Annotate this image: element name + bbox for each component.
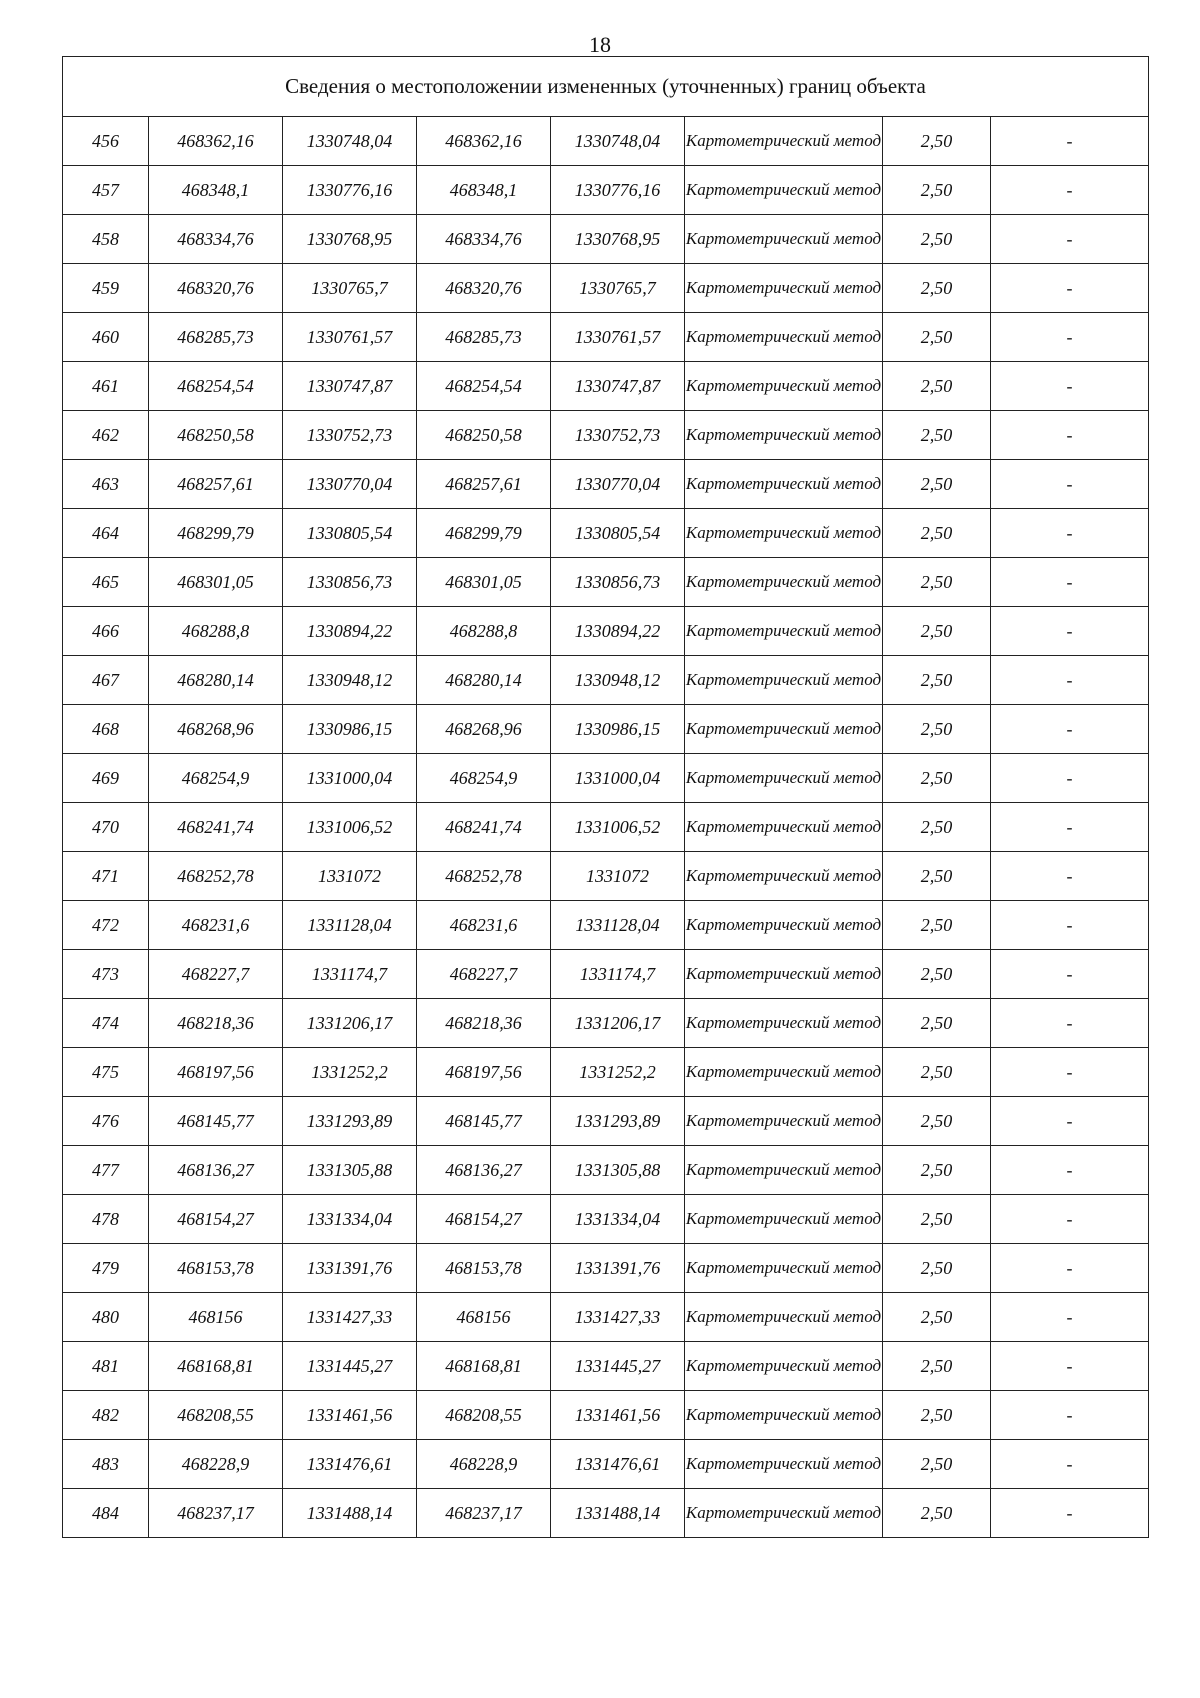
table-row xyxy=(63,656,1149,705)
table-row xyxy=(63,313,1149,362)
cell-point-number: 462 xyxy=(63,411,149,460)
cell-point-number: 463 xyxy=(63,460,149,509)
cell-x-old: 468257,61 xyxy=(149,460,283,509)
cell-description: - xyxy=(991,950,1149,999)
cell-x-old: 468254,54 xyxy=(149,362,283,411)
table-row xyxy=(63,1342,1149,1391)
cell-x-old: 468299,79 xyxy=(149,509,283,558)
cell-y-new: 1331305,88 xyxy=(551,1146,685,1195)
table-row xyxy=(63,1244,1149,1293)
cell-method: Картометрический метод xyxy=(685,411,883,460)
cell-method: Картометрический метод xyxy=(685,558,883,607)
cell-description: - xyxy=(991,607,1149,656)
cell-y-old: 1331006,52 xyxy=(283,803,417,852)
cell-method: Картометрический метод xyxy=(685,1097,883,1146)
cell-y-old: 1330765,7 xyxy=(283,264,417,313)
cell-accuracy: 2,50 xyxy=(883,950,991,999)
cell-point-number: 461 xyxy=(63,362,149,411)
cell-y-old: 1330770,04 xyxy=(283,460,417,509)
cell-y-new: 1330768,95 xyxy=(551,215,685,264)
cell-x-new: 468348,1 xyxy=(417,166,551,215)
cell-x-old: 468320,76 xyxy=(149,264,283,313)
cell-x-new: 468241,74 xyxy=(417,803,551,852)
cell-description: - xyxy=(991,1048,1149,1097)
cell-accuracy: 2,50 xyxy=(883,852,991,901)
cell-y-old: 1330752,73 xyxy=(283,411,417,460)
cell-y-new: 1330948,12 xyxy=(551,656,685,705)
cell-y-old: 1331293,89 xyxy=(283,1097,417,1146)
cell-x-old: 468348,1 xyxy=(149,166,283,215)
cell-point-number: 479 xyxy=(63,1244,149,1293)
cell-method: Картометрический метод xyxy=(685,215,883,264)
cell-accuracy: 2,50 xyxy=(883,607,991,656)
cell-x-new: 468153,78 xyxy=(417,1244,551,1293)
cell-description: - xyxy=(991,1489,1149,1538)
cell-description: - xyxy=(991,1391,1149,1440)
cell-x-old: 468288,8 xyxy=(149,607,283,656)
cell-x-new: 468280,14 xyxy=(417,656,551,705)
cell-accuracy: 2,50 xyxy=(883,803,991,852)
cell-method: Картометрический метод xyxy=(685,313,883,362)
cell-x-old: 468241,74 xyxy=(149,803,283,852)
table-row xyxy=(63,852,1149,901)
cell-point-number: 478 xyxy=(63,1195,149,1244)
cell-accuracy: 2,50 xyxy=(883,1244,991,1293)
cell-point-number: 474 xyxy=(63,999,149,1048)
cell-point-number: 457 xyxy=(63,166,149,215)
cell-method: Картометрический метод xyxy=(685,1195,883,1244)
cell-x-new: 468288,8 xyxy=(417,607,551,656)
table-row xyxy=(63,1489,1149,1538)
cell-description: - xyxy=(991,558,1149,607)
cell-x-new: 468334,76 xyxy=(417,215,551,264)
cell-y-new: 1330894,22 xyxy=(551,607,685,656)
cell-x-new: 468136,27 xyxy=(417,1146,551,1195)
cell-method: Картометрический метод xyxy=(685,509,883,558)
cell-y-new: 1330776,16 xyxy=(551,166,685,215)
cell-x-new: 468227,7 xyxy=(417,950,551,999)
cell-accuracy: 2,50 xyxy=(883,1097,991,1146)
cell-x-old: 468136,27 xyxy=(149,1146,283,1195)
cell-y-new: 1331128,04 xyxy=(551,901,685,950)
cell-x-old: 468268,96 xyxy=(149,705,283,754)
cell-x-old: 468285,73 xyxy=(149,313,283,362)
table-row xyxy=(63,411,1149,460)
table-row xyxy=(63,1097,1149,1146)
table-row xyxy=(63,999,1149,1048)
cell-accuracy: 2,50 xyxy=(883,1293,991,1342)
cell-y-old: 1331391,76 xyxy=(283,1244,417,1293)
table-row xyxy=(63,705,1149,754)
cell-x-old: 468227,7 xyxy=(149,950,283,999)
cell-y-old: 1331000,04 xyxy=(283,754,417,803)
cell-method: Картометрический метод xyxy=(685,362,883,411)
cell-y-new: 1330805,54 xyxy=(551,509,685,558)
cell-accuracy: 2,50 xyxy=(883,264,991,313)
cell-point-number: 480 xyxy=(63,1293,149,1342)
cell-accuracy: 2,50 xyxy=(883,705,991,754)
cell-x-new: 468268,96 xyxy=(417,705,551,754)
cell-x-new: 468301,05 xyxy=(417,558,551,607)
cell-accuracy: 2,50 xyxy=(883,901,991,950)
cell-method: Картометрический метод xyxy=(685,1146,883,1195)
cell-y-old: 1331174,7 xyxy=(283,950,417,999)
cell-y-old: 1331252,2 xyxy=(283,1048,417,1097)
cell-y-new: 1331488,14 xyxy=(551,1489,685,1538)
cell-x-old: 468153,78 xyxy=(149,1244,283,1293)
cell-x-old: 468228,9 xyxy=(149,1440,283,1489)
cell-point-number: 469 xyxy=(63,754,149,803)
cell-description: - xyxy=(991,1146,1149,1195)
cell-point-number: 471 xyxy=(63,852,149,901)
cell-x-old: 468156 xyxy=(149,1293,283,1342)
cell-point-number: 466 xyxy=(63,607,149,656)
cell-accuracy: 2,50 xyxy=(883,1195,991,1244)
cell-point-number: 477 xyxy=(63,1146,149,1195)
cell-y-old: 1330747,87 xyxy=(283,362,417,411)
cell-y-new: 1330856,73 xyxy=(551,558,685,607)
cell-y-new: 1331476,61 xyxy=(551,1440,685,1489)
cell-accuracy: 2,50 xyxy=(883,1489,991,1538)
cell-point-number: 472 xyxy=(63,901,149,950)
cell-y-new: 1331461,56 xyxy=(551,1391,685,1440)
cell-y-old: 1331072 xyxy=(283,852,417,901)
cell-accuracy: 2,50 xyxy=(883,1391,991,1440)
cell-y-old: 1331427,33 xyxy=(283,1293,417,1342)
cell-point-number: 473 xyxy=(63,950,149,999)
cell-description: - xyxy=(991,117,1149,166)
cell-x-old: 468362,16 xyxy=(149,117,283,166)
cell-y-new: 1330986,15 xyxy=(551,705,685,754)
cell-y-new: 1330770,04 xyxy=(551,460,685,509)
table-row xyxy=(63,803,1149,852)
cell-method: Картометрический метод xyxy=(685,656,883,705)
cell-description: - xyxy=(991,166,1149,215)
cell-accuracy: 2,50 xyxy=(883,313,991,362)
cell-y-new: 1331072 xyxy=(551,852,685,901)
cell-x-old: 468252,78 xyxy=(149,852,283,901)
table-row xyxy=(63,558,1149,607)
cell-x-new: 468208,55 xyxy=(417,1391,551,1440)
cell-x-new: 468168,81 xyxy=(417,1342,551,1391)
cell-point-number: 481 xyxy=(63,1342,149,1391)
cell-point-number: 484 xyxy=(63,1489,149,1538)
table-row xyxy=(63,362,1149,411)
cell-description: - xyxy=(991,852,1149,901)
cell-y-new: 1331006,52 xyxy=(551,803,685,852)
cell-y-new: 1331206,17 xyxy=(551,999,685,1048)
cell-y-new: 1331445,27 xyxy=(551,1342,685,1391)
table-row xyxy=(63,754,1149,803)
cell-description: - xyxy=(991,1293,1149,1342)
cell-y-old: 1330805,54 xyxy=(283,509,417,558)
cell-method: Картометрический метод xyxy=(685,950,883,999)
cell-x-new: 468228,9 xyxy=(417,1440,551,1489)
cell-y-old: 1330768,95 xyxy=(283,215,417,264)
cell-accuracy: 2,50 xyxy=(883,215,991,264)
cell-description: - xyxy=(991,705,1149,754)
cell-x-old: 468237,17 xyxy=(149,1489,283,1538)
cell-description: - xyxy=(991,1440,1149,1489)
cell-x-old: 468168,81 xyxy=(149,1342,283,1391)
boundary-coordinates-table xyxy=(62,56,1149,1538)
table-caption-row xyxy=(63,57,1149,117)
cell-x-old: 468334,76 xyxy=(149,215,283,264)
cell-y-old: 1331476,61 xyxy=(283,1440,417,1489)
cell-y-new: 1330765,7 xyxy=(551,264,685,313)
cell-x-old: 468231,6 xyxy=(149,901,283,950)
cell-x-new: 468197,56 xyxy=(417,1048,551,1097)
cell-y-old: 1331488,14 xyxy=(283,1489,417,1538)
cell-y-old: 1331334,04 xyxy=(283,1195,417,1244)
cell-x-new: 468320,76 xyxy=(417,264,551,313)
cell-x-new: 468218,36 xyxy=(417,999,551,1048)
cell-y-old: 1331128,04 xyxy=(283,901,417,950)
cell-y-old: 1331461,56 xyxy=(283,1391,417,1440)
cell-y-new: 1331000,04 xyxy=(551,754,685,803)
cell-method: Картометрический метод xyxy=(685,1048,883,1097)
cell-y-old: 1331206,17 xyxy=(283,999,417,1048)
cell-point-number: 464 xyxy=(63,509,149,558)
cell-method: Картометрический метод xyxy=(685,901,883,950)
cell-description: - xyxy=(991,803,1149,852)
cell-method: Картометрический метод xyxy=(685,1244,883,1293)
cell-x-new: 468254,54 xyxy=(417,362,551,411)
cell-y-new: 1330748,04 xyxy=(551,117,685,166)
cell-y-old: 1330894,22 xyxy=(283,607,417,656)
cell-description: - xyxy=(991,509,1149,558)
cell-description: - xyxy=(991,754,1149,803)
cell-x-new: 468257,61 xyxy=(417,460,551,509)
cell-point-number: 483 xyxy=(63,1440,149,1489)
cell-accuracy: 2,50 xyxy=(883,656,991,705)
cell-description: - xyxy=(991,313,1149,362)
cell-method: Картометрический метод xyxy=(685,705,883,754)
cell-description: - xyxy=(991,362,1149,411)
cell-y-new: 1330752,73 xyxy=(551,411,685,460)
cell-y-new: 1331334,04 xyxy=(551,1195,685,1244)
cell-method: Картометрический метод xyxy=(685,460,883,509)
cell-point-number: 482 xyxy=(63,1391,149,1440)
cell-point-number: 468 xyxy=(63,705,149,754)
cell-y-old: 1330761,57 xyxy=(283,313,417,362)
cell-description: - xyxy=(991,1244,1149,1293)
cell-x-old: 468197,56 xyxy=(149,1048,283,1097)
table-row xyxy=(63,901,1149,950)
table-row xyxy=(63,1048,1149,1097)
cell-method: Картометрический метод xyxy=(685,166,883,215)
cell-x-new: 468237,17 xyxy=(417,1489,551,1538)
cell-description: - xyxy=(991,215,1149,264)
cell-accuracy: 2,50 xyxy=(883,1146,991,1195)
cell-accuracy: 2,50 xyxy=(883,558,991,607)
table-row xyxy=(63,215,1149,264)
cell-method: Картометрический метод xyxy=(685,1391,883,1440)
cell-method: Картометрический метод xyxy=(685,1342,883,1391)
cell-x-old: 468218,36 xyxy=(149,999,283,1048)
cell-accuracy: 2,50 xyxy=(883,117,991,166)
cell-y-old: 1330986,15 xyxy=(283,705,417,754)
cell-point-number: 476 xyxy=(63,1097,149,1146)
cell-x-old: 468254,9 xyxy=(149,754,283,803)
cell-x-old: 468301,05 xyxy=(149,558,283,607)
table-row xyxy=(63,950,1149,999)
cell-accuracy: 2,50 xyxy=(883,754,991,803)
cell-method: Картометрический метод xyxy=(685,803,883,852)
cell-y-old: 1331305,88 xyxy=(283,1146,417,1195)
cell-x-old: 468280,14 xyxy=(149,656,283,705)
cell-point-number: 456 xyxy=(63,117,149,166)
table-row xyxy=(63,1195,1149,1244)
table-row xyxy=(63,1293,1149,1342)
cell-y-old: 1330776,16 xyxy=(283,166,417,215)
cell-y-new: 1330747,87 xyxy=(551,362,685,411)
cell-description: - xyxy=(991,1342,1149,1391)
cell-method: Картометрический метод xyxy=(685,754,883,803)
cell-method: Картометрический метод xyxy=(685,852,883,901)
cell-accuracy: 2,50 xyxy=(883,1342,991,1391)
cell-x-new: 468231,6 xyxy=(417,901,551,950)
cell-description: - xyxy=(991,264,1149,313)
table-row xyxy=(63,1391,1149,1440)
cell-accuracy: 2,50 xyxy=(883,999,991,1048)
table-row xyxy=(63,1146,1149,1195)
cell-y-old: 1331445,27 xyxy=(283,1342,417,1391)
cell-x-new: 468145,77 xyxy=(417,1097,551,1146)
table-row xyxy=(63,264,1149,313)
cell-x-old: 468208,55 xyxy=(149,1391,283,1440)
cell-y-new: 1331427,33 xyxy=(551,1293,685,1342)
cell-description: - xyxy=(991,999,1149,1048)
cell-method: Картометрический метод xyxy=(685,999,883,1048)
cell-accuracy: 2,50 xyxy=(883,166,991,215)
cell-x-new: 468254,9 xyxy=(417,754,551,803)
table-row xyxy=(63,509,1149,558)
cell-accuracy: 2,50 xyxy=(883,362,991,411)
table-row xyxy=(63,460,1149,509)
cell-x-new: 468156 xyxy=(417,1293,551,1342)
cell-point-number: 459 xyxy=(63,264,149,313)
cell-accuracy: 2,50 xyxy=(883,460,991,509)
cell-point-number: 458 xyxy=(63,215,149,264)
cell-x-new: 468285,73 xyxy=(417,313,551,362)
cell-method: Картометрический метод xyxy=(685,264,883,313)
cell-method: Картометрический метод xyxy=(685,1489,883,1538)
page-number: 18 xyxy=(589,32,611,57)
cell-x-new: 468154,27 xyxy=(417,1195,551,1244)
cell-y-new: 1331174,7 xyxy=(551,950,685,999)
cell-description: - xyxy=(991,460,1149,509)
cell-method: Картометрический метод xyxy=(685,1440,883,1489)
table-row xyxy=(63,117,1149,166)
cell-description: - xyxy=(991,1097,1149,1146)
cell-x-new: 468362,16 xyxy=(417,117,551,166)
cell-accuracy: 2,50 xyxy=(883,1440,991,1489)
cell-description: - xyxy=(991,901,1149,950)
cell-x-new: 468252,78 xyxy=(417,852,551,901)
cell-y-new: 1330761,57 xyxy=(551,313,685,362)
cell-y-new: 1331293,89 xyxy=(551,1097,685,1146)
cell-accuracy: 2,50 xyxy=(883,509,991,558)
cell-x-old: 468154,27 xyxy=(149,1195,283,1244)
cell-method: Картометрический метод xyxy=(685,117,883,166)
cell-y-old: 1330948,12 xyxy=(283,656,417,705)
cell-description: - xyxy=(991,656,1149,705)
cell-x-old: 468250,58 xyxy=(149,411,283,460)
cell-description: - xyxy=(991,411,1149,460)
cell-point-number: 475 xyxy=(63,1048,149,1097)
cell-y-new: 1331391,76 xyxy=(551,1244,685,1293)
cell-y-old: 1330856,73 xyxy=(283,558,417,607)
cell-accuracy: 2,50 xyxy=(883,411,991,460)
cell-point-number: 467 xyxy=(63,656,149,705)
table-row xyxy=(63,1440,1149,1489)
cell-description: - xyxy=(991,1195,1149,1244)
table-row xyxy=(63,166,1149,215)
cell-x-old: 468145,77 xyxy=(149,1097,283,1146)
cell-point-number: 470 xyxy=(63,803,149,852)
cell-accuracy: 2,50 xyxy=(883,1048,991,1097)
cell-point-number: 460 xyxy=(63,313,149,362)
cell-method: Картометрический метод xyxy=(685,607,883,656)
table-caption: Сведения о местоположении измененных (уточненных) границ объекта xyxy=(63,57,1149,117)
cell-y-new: 1331252,2 xyxy=(551,1048,685,1097)
cell-method: Картометрический метод xyxy=(685,1293,883,1342)
table-row xyxy=(63,607,1149,656)
cell-y-old: 1330748,04 xyxy=(283,117,417,166)
cell-point-number: 465 xyxy=(63,558,149,607)
cell-x-new: 468299,79 xyxy=(417,509,551,558)
cell-x-new: 468250,58 xyxy=(417,411,551,460)
